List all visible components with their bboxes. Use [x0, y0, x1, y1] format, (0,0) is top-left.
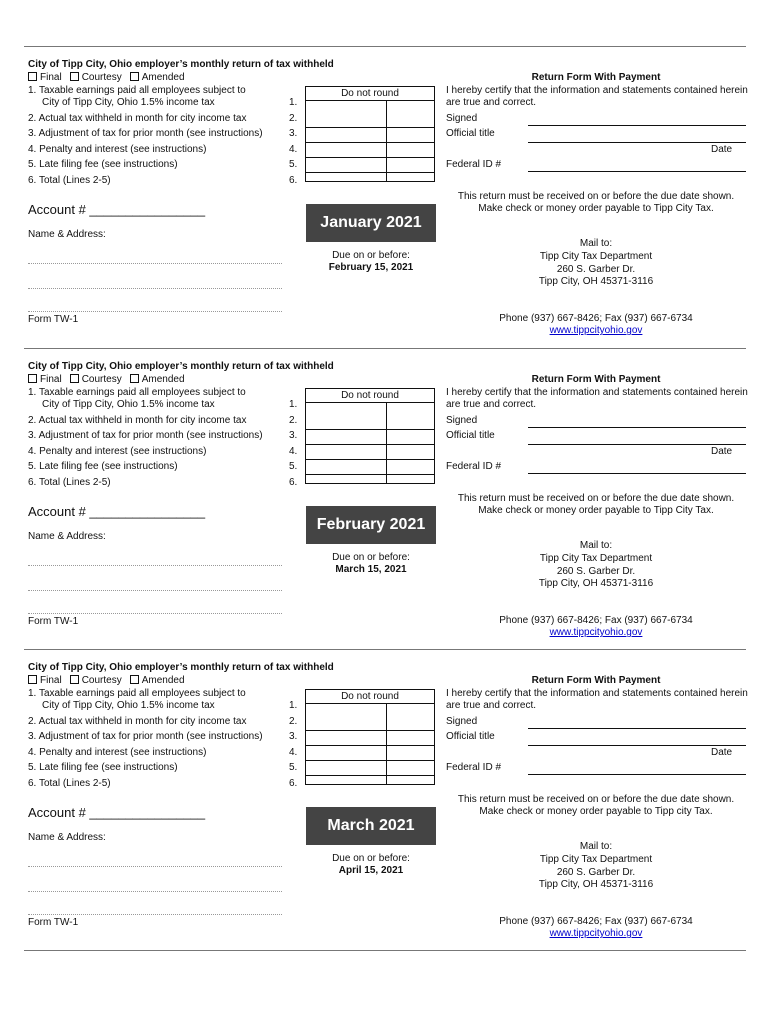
due-date: March 15, 2021 [335, 564, 407, 575]
do-not-round-label: Do not round [341, 88, 399, 99]
date-label: Date [711, 446, 733, 457]
signature-field[interactable] [528, 125, 746, 126]
mail-street: 260 S. Garber Dr. [556, 867, 636, 878]
return-form-february [0, 348, 770, 650]
line-2-number: 2. [289, 716, 298, 727]
federal-id-label: Federal ID # [446, 461, 502, 472]
signed-label: Signed [446, 716, 478, 727]
amended-checkbox[interactable] [130, 72, 139, 81]
date-label: Date [711, 144, 733, 155]
certify-text: I hereby certify that the information and statements contained herein [446, 85, 748, 96]
signature-field[interactable] [528, 427, 746, 428]
line-2-label: 2. Actual tax withheld in month for city income tax [28, 415, 247, 426]
final-option[interactable]: Final [28, 675, 62, 686]
signature-field[interactable] [528, 728, 746, 729]
bottom-divider [24, 950, 746, 951]
due-label: Due on or before: [332, 853, 410, 864]
mail-department: Tipp City Tax Department [539, 553, 653, 564]
federal-id-label: Federal ID # [446, 762, 502, 773]
payable-notice: Make check or money order payable to Tipp City Tax. [478, 505, 714, 516]
line-1-label: 1. Taxable earnings paid all employees subject to [28, 85, 246, 96]
form-title: City of Tipp City, Ohio employer’s monthly return of tax withheld [28, 361, 334, 372]
form-divider [24, 649, 746, 650]
grid-line [306, 775, 434, 776]
line-1-number: 1. [289, 399, 298, 410]
mail-department: Tipp City Tax Department [539, 854, 653, 865]
grid-line [306, 760, 434, 761]
line-6-label: 6. Total (Lines 2-5) [28, 175, 111, 186]
filing-options [28, 72, 193, 84]
grid-line [306, 172, 434, 173]
receipt-notice: This return must be received on or before the due date shown. [457, 191, 735, 202]
return-form-march [0, 649, 770, 951]
grid-line [306, 142, 434, 143]
grid-line [306, 429, 434, 430]
certify-text-cont: are true and correct. [446, 97, 537, 108]
form-divider [24, 46, 746, 47]
line-4-label: 4. Penalty and interest (see instructions) [28, 144, 207, 155]
address-line[interactable] [28, 311, 282, 312]
grid-line [306, 402, 434, 403]
amount-grid [305, 388, 435, 484]
account-number-field[interactable]: Account # ________________ [28, 202, 206, 217]
name-address-label: Name & Address: [28, 229, 106, 240]
signed-label: Signed [446, 113, 478, 124]
official-title-label: Official title [446, 128, 495, 139]
line-4-label: 4. Penalty and interest (see instructions) [28, 446, 207, 457]
line-6-number: 6. [289, 175, 298, 186]
line-3-number: 3. [289, 128, 298, 139]
amended-checkbox[interactable] [130, 675, 139, 684]
form-title: City of Tipp City, Ohio employer’s monthly return of tax withheld [28, 662, 334, 673]
address-line[interactable] [28, 263, 282, 264]
federal-id-field[interactable] [528, 473, 746, 474]
certify-text-cont: are true and correct. [446, 399, 537, 410]
mail-city: Tipp City, OH 45371-3116 [538, 578, 654, 589]
official-title-field[interactable] [528, 444, 746, 445]
month-banner: March 2021 [306, 807, 436, 845]
grid-line [306, 474, 434, 475]
due-date: April 15, 2021 [338, 865, 404, 876]
form-id: Form TW-1 [28, 917, 79, 928]
amount-grid [305, 689, 435, 785]
form-divider [24, 348, 746, 349]
grid-line [306, 730, 434, 731]
line-1-label-cont: City of Tipp City, Ohio 1.5% income tax [42, 97, 215, 108]
line-1-label-cont: City of Tipp City, Ohio 1.5% income tax [42, 700, 215, 711]
mail-street: 260 S. Garber Dr. [556, 264, 636, 275]
month-banner: January 2021 [306, 204, 436, 242]
date-label: Date [711, 747, 733, 758]
website-link-row [446, 627, 746, 639]
line-4-number: 4. [289, 747, 298, 758]
filing-options [28, 374, 193, 386]
line-6-label: 6. Total (Lines 2-5) [28, 778, 111, 789]
amended-option[interactable]: Amended [130, 374, 185, 385]
line-3-number: 3. [289, 731, 298, 742]
month-banner: February 2021 [306, 506, 436, 544]
grid-line [306, 100, 434, 101]
courtesy-option[interactable]: Courtesy [70, 72, 122, 83]
signed-label: Signed [446, 415, 478, 426]
grid-line [306, 703, 434, 704]
phone-fax: Phone (937) 667-8426; Fax (937) 667-6734 [499, 313, 693, 324]
due-date: February 15, 2021 [328, 262, 414, 273]
due-label: Due on or before: [332, 552, 410, 563]
line-6-number: 6. [289, 477, 298, 488]
grid-line [306, 459, 434, 460]
mail-city: Tipp City, OH 45371-3116 [538, 276, 654, 287]
address-line[interactable] [28, 288, 282, 289]
website-link-row [446, 325, 746, 337]
website-link-row [446, 928, 746, 940]
line-1-label-cont: City of Tipp City, Ohio 1.5% income tax [42, 399, 215, 410]
website-link[interactable]: www.tippcityohio.gov [549, 627, 643, 638]
do-not-round-label: Do not round [341, 691, 399, 702]
website-link[interactable]: www.tippcityohio.gov [549, 325, 643, 336]
line-2-label: 2. Actual tax withheld in month for city income tax [28, 113, 247, 124]
line-1-number: 1. [289, 700, 298, 711]
address-line[interactable] [28, 914, 282, 915]
phone-fax: Phone (937) 667-8426; Fax (937) 667-6734 [499, 916, 693, 927]
grid-line [306, 127, 434, 128]
amount-grid [305, 86, 435, 182]
receipt-notice: This return must be received on or before the due date shown. [457, 493, 735, 504]
website-link[interactable]: www.tippcityohio.gov [549, 928, 643, 939]
final-checkbox[interactable] [28, 72, 37, 81]
name-address-label: Name & Address: [28, 832, 106, 843]
official-title-label: Official title [446, 731, 495, 742]
line-1-number: 1. [289, 97, 298, 108]
final-option[interactable]: Final [28, 72, 62, 83]
official-title-field[interactable] [528, 745, 746, 746]
mail-to-label: Mail to: [579, 540, 613, 551]
line-1-label: 1. Taxable earnings paid all employees subject to [28, 387, 246, 398]
address-line[interactable] [28, 565, 282, 566]
address-line[interactable] [28, 590, 282, 591]
line-5-label: 5. Late filing fee (see instructions) [28, 159, 178, 170]
return-form-title: Return Form With Payment [531, 72, 661, 83]
phone-fax: Phone (937) 667-8426; Fax (937) 667-6734 [499, 615, 693, 626]
line-3-label: 3. Adjustment of tax for prior month (see instructions) [28, 128, 263, 139]
courtesy-checkbox[interactable] [70, 374, 79, 383]
federal-id-label: Federal ID # [446, 159, 502, 170]
return-form-title: Return Form With Payment [531, 374, 661, 385]
line-5-label: 5. Late filing fee (see instructions) [28, 461, 178, 472]
line-3-label: 3. Adjustment of tax for prior month (see instructions) [28, 430, 263, 441]
certify-text: I hereby certify that the information and statements contained herein [446, 387, 748, 398]
mail-department: Tipp City Tax Department [539, 251, 653, 262]
courtesy-checkbox[interactable] [70, 72, 79, 81]
form-title: City of Tipp City, Ohio employer’s monthly return of tax withheld [28, 59, 334, 70]
grid-divider [386, 703, 387, 785]
federal-id-field[interactable] [528, 171, 746, 172]
certify-text: I hereby certify that the information and statements contained herein [446, 688, 748, 699]
return-form-title: Return Form With Payment [531, 675, 661, 686]
account-number-field[interactable]: Account # ________________ [28, 504, 206, 519]
amended-option[interactable]: Amended [130, 72, 185, 83]
amended-checkbox[interactable] [130, 374, 139, 383]
official-title-field[interactable] [528, 142, 746, 143]
courtesy-option[interactable]: Courtesy [70, 374, 122, 385]
line-5-number: 5. [289, 159, 298, 170]
certify-text-cont: are true and correct. [446, 700, 537, 711]
do-not-round-label: Do not round [341, 390, 399, 401]
grid-divider [386, 402, 387, 484]
mail-to-label: Mail to: [579, 841, 613, 852]
line-1-label: 1. Taxable earnings paid all employees subject to [28, 688, 246, 699]
filing-options [28, 675, 193, 687]
mail-street: 260 S. Garber Dr. [556, 566, 636, 577]
amended-option[interactable]: Amended [130, 675, 185, 686]
form-id: Form TW-1 [28, 314, 79, 325]
mail-to-label: Mail to: [579, 238, 613, 249]
line-5-number: 5. [289, 461, 298, 472]
line-2-number: 2. [289, 113, 298, 124]
receipt-notice: This return must be received on or before the due date shown. [457, 794, 735, 805]
mail-city: Tipp City, OH 45371-3116 [538, 879, 654, 890]
line-3-label: 3. Adjustment of tax for prior month (see instructions) [28, 731, 263, 742]
courtesy-checkbox[interactable] [70, 675, 79, 684]
final-option[interactable]: Final [28, 374, 62, 385]
line-4-number: 4. [289, 144, 298, 155]
payable-notice: Make check or money order payable to Tipp City Tax. [478, 203, 714, 214]
line-4-number: 4. [289, 446, 298, 457]
line-6-label: 6. Total (Lines 2-5) [28, 477, 111, 488]
address-line[interactable] [28, 866, 282, 867]
grid-divider [386, 100, 387, 182]
grid-line [306, 444, 434, 445]
official-title-label: Official title [446, 430, 495, 441]
line-2-number: 2. [289, 415, 298, 426]
final-checkbox[interactable] [28, 374, 37, 383]
courtesy-option[interactable]: Courtesy [70, 675, 122, 686]
address-line[interactable] [28, 613, 282, 614]
final-checkbox[interactable] [28, 675, 37, 684]
name-address-label: Name & Address: [28, 531, 106, 542]
federal-id-field[interactable] [528, 774, 746, 775]
line-4-label: 4. Penalty and interest (see instructions) [28, 747, 207, 758]
line-3-number: 3. [289, 430, 298, 441]
line-5-label: 5. Late filing fee (see instructions) [28, 762, 178, 773]
form-id: Form TW-1 [28, 616, 79, 627]
payable-notice: Make check or money order payable to Tipp city Tax. [479, 806, 713, 817]
account-number-field[interactable]: Account # ________________ [28, 805, 206, 820]
address-line[interactable] [28, 891, 282, 892]
grid-line [306, 745, 434, 746]
line-6-number: 6. [289, 778, 298, 789]
line-5-number: 5. [289, 762, 298, 773]
grid-line [306, 157, 434, 158]
return-form-january [0, 46, 770, 348]
line-2-label: 2. Actual tax withheld in month for city income tax [28, 716, 247, 727]
due-label: Due on or before: [332, 250, 410, 261]
